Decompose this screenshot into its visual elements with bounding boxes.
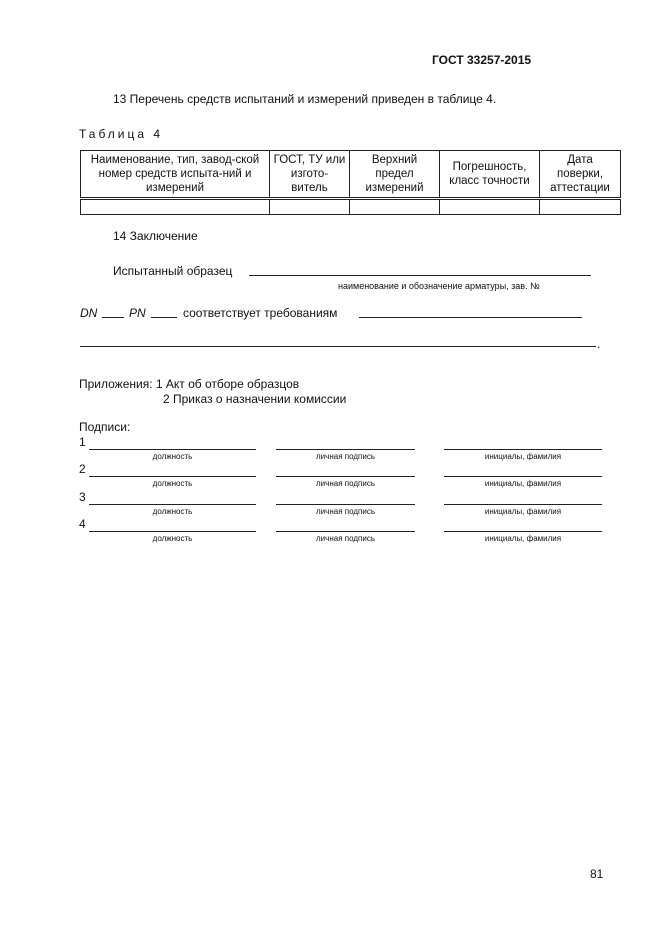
attachment-item-2: 2 Приказ о назначении комиссии [163,392,347,406]
signature-caption: личная подпись [316,534,375,543]
table-caption: Таблица 4 [79,127,164,141]
position-line [89,504,256,505]
section-13-text: 13 Перечень средств испытаний и измерений приведен в таблице 4. [113,92,497,106]
signature-line [276,476,415,477]
attachments-label: Приложения: 1 Акт об отборе образцов [79,377,300,391]
requirements-fill-line [359,317,582,318]
sample-fill-line [249,275,591,276]
dn-label: DN [80,306,98,320]
name-caption: инициалы, фамилия [484,452,562,461]
name-caption: инициалы, фамилия [484,479,562,488]
table-header-standard: ГОСТ, ТУ или изгото-витель [270,151,350,199]
end-dot: . [597,337,601,351]
sample-label: Испытанный образец [113,264,233,278]
signature-row-number: 3 [79,490,86,504]
table-header-accuracy: Погрешность, класс точности [440,151,540,199]
name-caption: инициалы, фамилия [484,507,562,516]
table-header-name: Наименование, тип, завод-ской номер средств испыта-ний и измерений [81,151,270,199]
table-row [81,199,621,215]
continuation-fill-line [80,346,596,347]
name-line [444,531,602,532]
table-header-date: Дата поверки, аттестации [540,151,621,199]
sample-caption: наименование и обозначение арматуры, зав. № [338,281,540,291]
position-caption: должность [152,479,193,488]
name-line [444,449,602,450]
position-caption: должность [152,452,193,461]
signature-caption: личная подпись [316,479,375,488]
pn-fill-line [151,317,177,318]
table-header-upper-limit: Верхний предел измерений [350,151,440,199]
signature-row-number: 1 [79,435,86,449]
signature-caption: личная подпись [316,452,375,461]
pn-label: PN [129,306,146,320]
document-code: ГОСТ 33257-2015 [432,53,532,67]
position-line [89,449,256,450]
signature-row-number: 2 [79,462,86,476]
signature-line [276,531,415,532]
position-line [89,531,256,532]
name-line [444,476,602,477]
dn-fill-line [102,317,124,318]
name-caption: инициалы, фамилия [484,534,562,543]
section-14-title: 14 Заключение [113,229,198,243]
measurement-instruments-table [80,150,621,215]
signature-line [276,449,415,450]
signature-line [276,504,415,505]
signature-caption: личная подпись [316,507,375,516]
page-number: 81 [590,867,604,881]
signatures-label: Подписи: [79,420,131,434]
position-caption: должность [152,534,193,543]
position-caption: должность [152,507,193,516]
signature-row-number: 4 [79,517,86,531]
name-line [444,504,602,505]
position-line [89,476,256,477]
conforms-text: соответствует требованиям [183,306,338,320]
